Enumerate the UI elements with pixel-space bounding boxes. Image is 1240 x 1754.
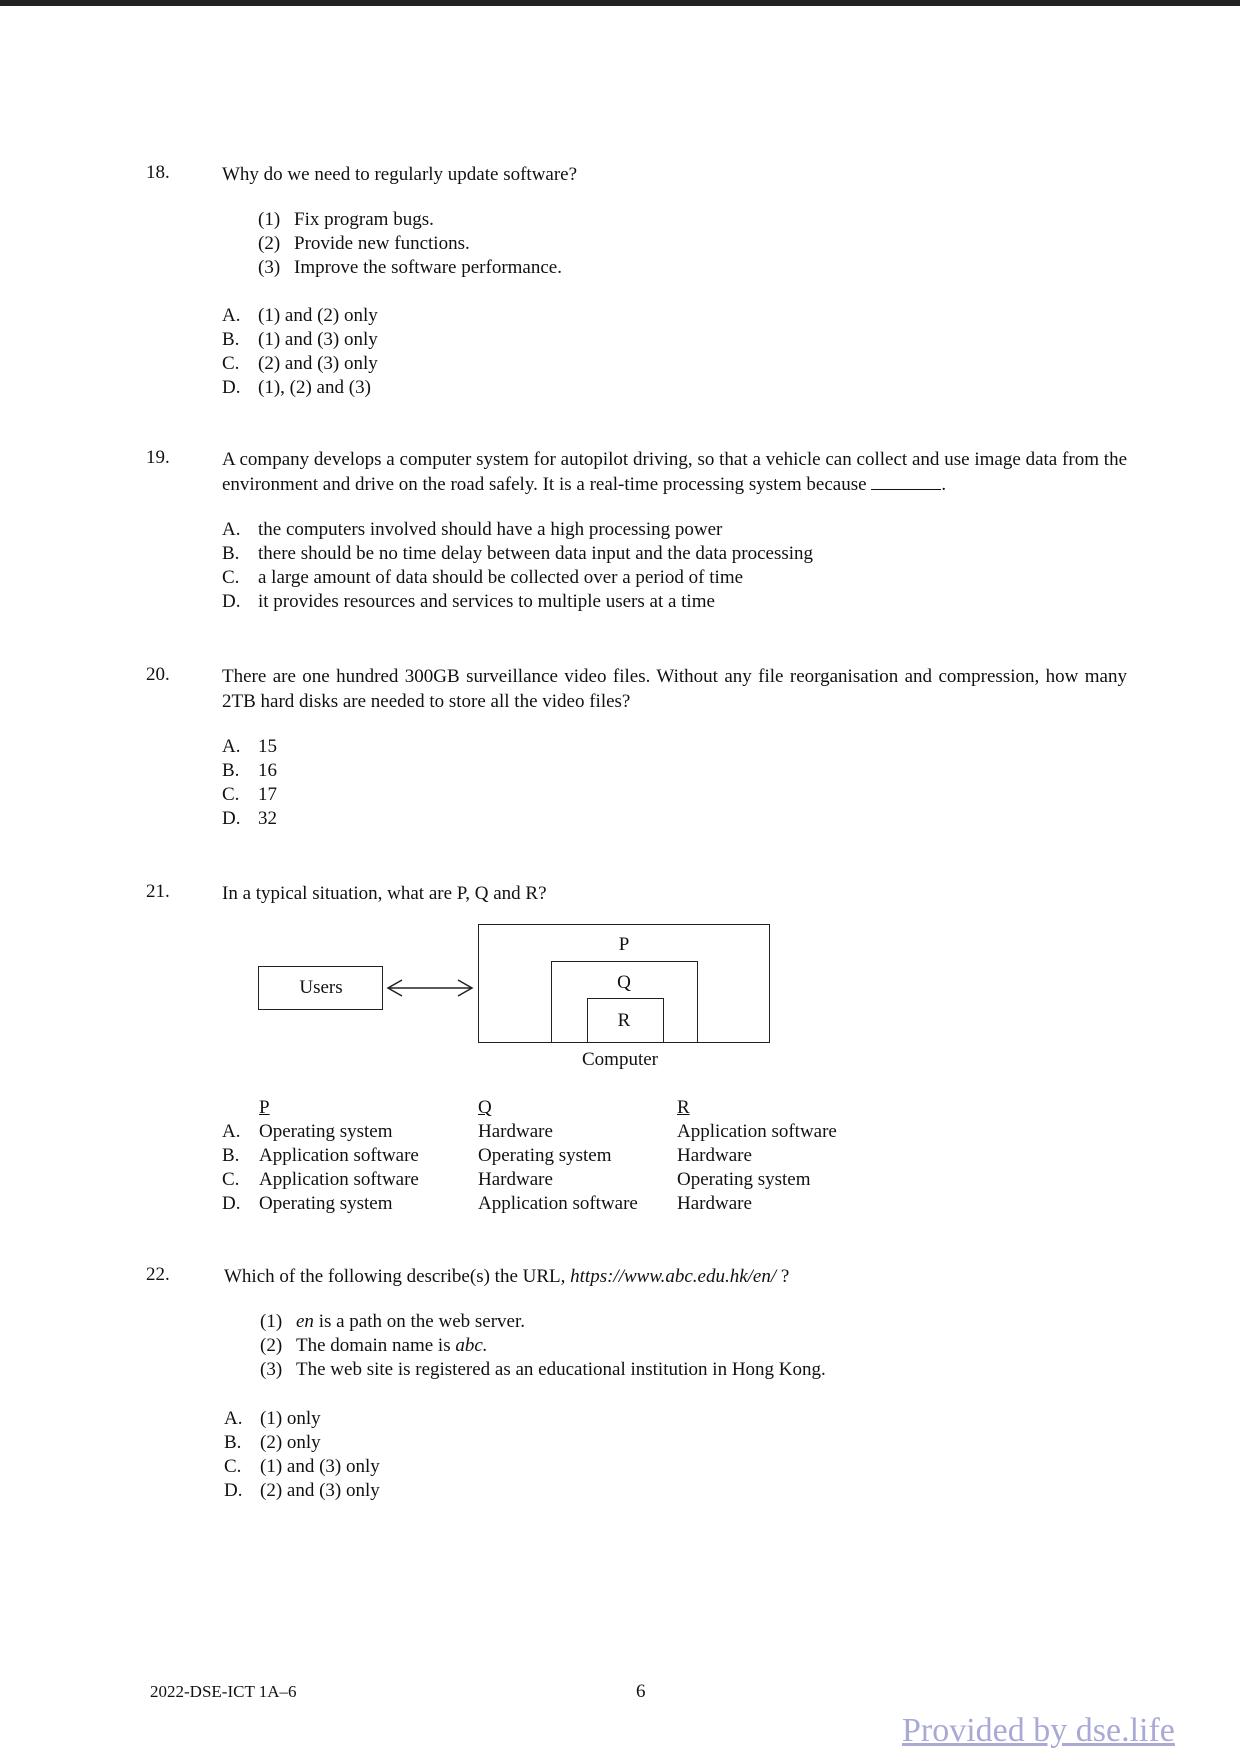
table-header [222, 1096, 922, 1120]
option-list [224, 1407, 380, 1503]
option-b: B. there should be no time delay between data input and the data processing [222, 543, 814, 564]
option-a: A. (1) only [224, 1408, 321, 1429]
question-stem: There are one hundred 300GB surveillance video files. Without any file reorganisation and compression, how many 2TB hard disks are needed to store all the video files? [222, 666, 1127, 712]
question-stem: Why do we need to regularly update software? [222, 164, 578, 185]
question-number: 21. [146, 881, 170, 902]
r-label: R [617, 1010, 631, 1031]
q-label: Q [617, 972, 631, 993]
question-number: 20. [146, 664, 170, 685]
option-a: A. (1) and (2) only [222, 305, 378, 326]
option-c: C. a large amount of data should be collected over a period of time [222, 567, 744, 588]
scan-top-edge [0, 0, 1240, 6]
option-d: D. it provides resources and services to multiple users at a time [222, 591, 715, 612]
statement: (1) Fix program bugs. [258, 209, 434, 230]
answer-table [222, 1096, 922, 1216]
option-d: D. Operating system Application software Hardware [222, 1193, 752, 1214]
option-a: A. the computers involved should have a high processing power [222, 519, 723, 540]
header-r: R [677, 1097, 690, 1118]
option-b: B. (1) and (3) only [222, 329, 378, 350]
option-c: C. Application software Hardware Operating system [222, 1169, 811, 1190]
pqr-diagram [0, 924, 1240, 1084]
option-a: A. 15 [222, 736, 277, 757]
option-d: D. 32 [222, 808, 277, 829]
question-stem: In a typical situation, what are P, Q and R? [222, 883, 547, 904]
option-d: D. (1), (2) and (3) [222, 377, 371, 398]
option-a: A. Operating system Hardware Application software [222, 1121, 837, 1142]
option-list [222, 304, 378, 400]
statement: (2) Provide new functions. [258, 233, 470, 254]
watermark-link[interactable]: Provided by dse.life [902, 1712, 1175, 1749]
statement: (1) en is a path on the web server. [260, 1311, 525, 1332]
page-number: 6 [636, 1681, 646, 1702]
option-list [222, 735, 277, 831]
header-p: P [259, 1097, 270, 1118]
p-label: P [618, 934, 630, 955]
statement: (3) Improve the software performance. [258, 257, 562, 278]
statement-list [260, 1310, 826, 1382]
users-label: Users [299, 977, 343, 998]
bidirectional-arrow-icon [384, 978, 476, 998]
option-b: B. 16 [222, 760, 277, 781]
url-text: https://www.abc.edu.hk/en/ [570, 1266, 777, 1287]
option-b: B. Application software Operating system Hardware [222, 1145, 752, 1166]
question-stem: Which of the following describe(s) the URL, https://www.abc.edu.hk/en/ ? [224, 1266, 790, 1287]
statement: (2) The domain name is abc. [260, 1335, 488, 1356]
option-c: C. (2) and (3) only [222, 353, 378, 374]
option-d: D. (2) and (3) only [224, 1480, 380, 1501]
computer-label: Computer [582, 1049, 658, 1070]
header-q: Q [478, 1097, 492, 1118]
answer-blank [871, 475, 941, 490]
statement: (3) The web site is registered as an educational institution in Hong Kong. [260, 1359, 826, 1380]
option-c: C. 17 [222, 784, 277, 805]
option-c: C. (1) and (3) only [224, 1456, 380, 1477]
question-stem: A company develops a computer system for autopilot driving, so that a vehicle can collect and use image data from the environment and drive on the road safely. It is a real-time processing system because . [222, 449, 1127, 495]
question-number: 18. [146, 162, 170, 183]
paper-code: 2022-DSE-ICT 1A–6 [150, 1682, 297, 1701]
question-number: 22. [146, 1264, 170, 1285]
statement-list [258, 208, 562, 280]
option-b: B. (2) only [224, 1432, 321, 1453]
question-number: 19. [146, 447, 170, 468]
option-list [222, 518, 813, 614]
